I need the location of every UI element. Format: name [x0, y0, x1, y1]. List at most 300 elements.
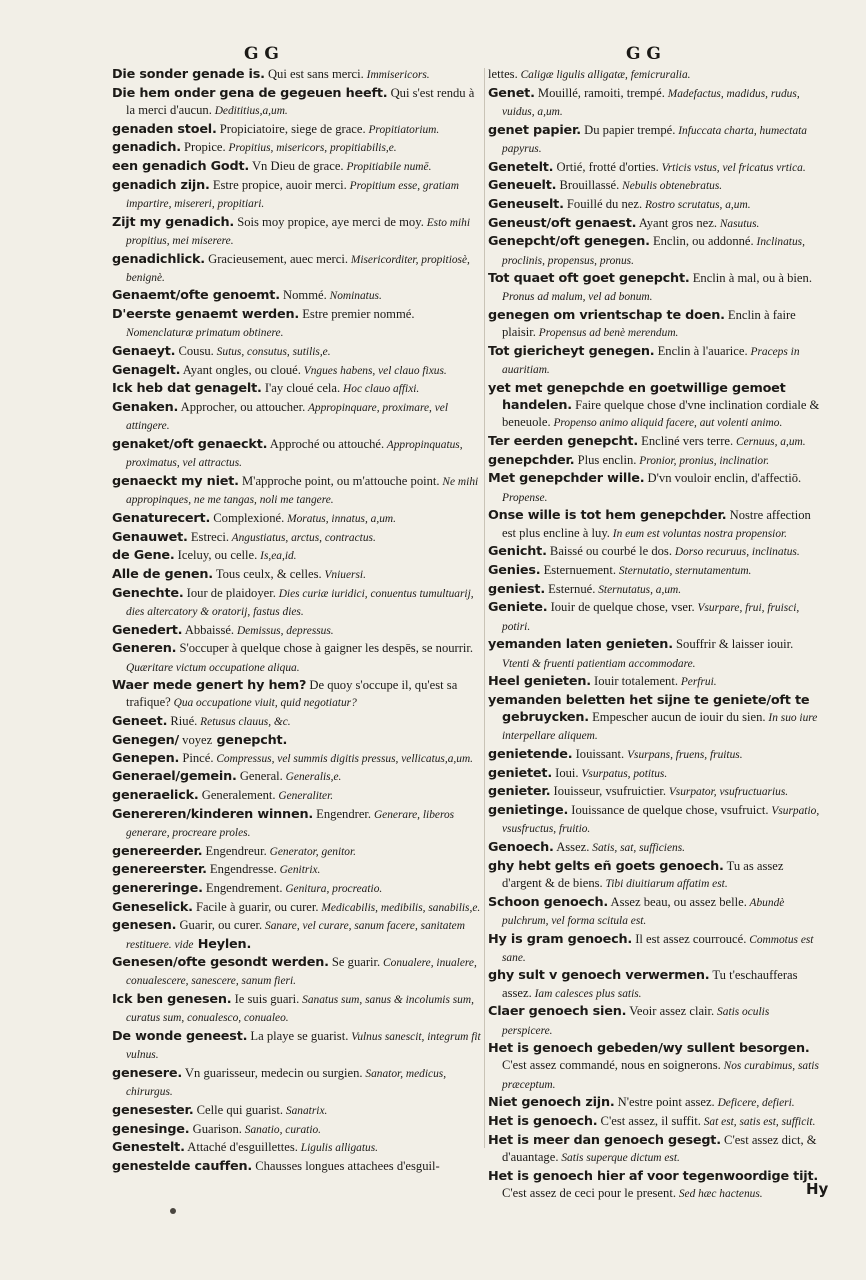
dictionary-entry: [112, 991, 484, 1027]
headword: Tot giericheyt genegen.: [488, 344, 655, 360]
headword: Het is genoech hier af voor tegenwoordige tijt.: [488, 1168, 819, 1184]
latin-gloss: Sat est, satis est, sufficit.: [700, 1116, 816, 1129]
headword: Genetelt.: [488, 159, 554, 175]
french-gloss: Guarir, ou curer.: [176, 918, 263, 933]
latin-gloss: Angustiatus, arctus, contractus.: [228, 531, 376, 544]
headword: Geneuselt.: [488, 196, 564, 212]
latin-gloss: Appropinquare, proximare, vel attingere.: [126, 402, 448, 433]
latin-gloss: Infuccata charta, humectata papyrus.: [502, 124, 807, 155]
latin-gloss: In suo iure interpellare aliquem.: [502, 712, 818, 743]
headword: genaeckt my niet.: [112, 473, 239, 489]
french-gloss: Tous ceulx, & celles.: [212, 566, 322, 581]
french-gloss: Estreci.: [187, 529, 229, 544]
dictionary-entry: [112, 1065, 484, 1101]
headword: genesere.: [112, 1065, 182, 1081]
headword: genadich zijn.: [112, 177, 210, 193]
latin-gloss: Appropinquatus, proximatus, vel attractus.: [126, 439, 463, 470]
dictionary-entry: [488, 433, 820, 451]
left-column: [112, 66, 484, 1176]
dictionary-entry: [112, 585, 484, 621]
headword: genesen.: [112, 918, 177, 934]
latin-gloss: Propense.: [502, 491, 548, 504]
latin-gloss: Dedititius,a,um.: [211, 104, 288, 117]
latin-gloss: Madefactus, madidus, rudus, vuidus, a,um.: [502, 87, 800, 118]
right-column: [488, 66, 820, 1204]
headword: geniest.: [488, 581, 546, 597]
latin-gloss: Vngues habens, vel clauo fixus.: [300, 364, 447, 377]
headword: Geneet.: [112, 714, 168, 730]
dictionary-entry: [488, 783, 820, 801]
dictionary-entry: [112, 436, 484, 472]
latin-gloss: Generalis,e.: [282, 771, 342, 784]
french-gloss: Iouissance de quelque chose, vsufruict.: [568, 803, 769, 818]
latin-gloss: Demissus, depressus.: [234, 624, 334, 637]
headword: Heel genieten.: [488, 674, 591, 690]
headword: Ick heb dat genagelt.: [112, 381, 262, 397]
headword: Waer mede genert hy hem?: [112, 678, 307, 694]
french-gloss: De quoy s'occupe il, qu'est sa trafique?: [126, 678, 458, 710]
headword: Ick ben genesen.: [112, 992, 232, 1008]
dictionary-entry: [112, 251, 484, 287]
french-gloss: Guarison.: [189, 1121, 242, 1136]
dictionary-entry: [488, 967, 820, 1002]
headword: genadich.: [112, 140, 181, 156]
dictionary-entry: [112, 917, 484, 953]
header-left-letters: G G: [244, 44, 279, 64]
headword: Geniete.: [488, 600, 548, 616]
french-gloss: Engendreur.: [202, 843, 267, 858]
headword: genereringe.: [112, 880, 203, 896]
french-gloss: Riué.: [167, 714, 198, 729]
latin-gloss: Pronior, pronius, inclinatior.: [636, 454, 770, 467]
french-gloss: voyez: [179, 732, 213, 747]
french-gloss: C'est assez, il suffit.: [597, 1114, 701, 1129]
dictionary-entry: [112, 66, 484, 84]
latin-gloss: Inclinatus, proclinis, propensus, pronus.: [502, 236, 805, 267]
latin-gloss: Sternutatio, sternutamentum.: [615, 564, 752, 577]
dictionary-entry: [112, 362, 484, 380]
latin-gloss: Nos curabimus, satis præceptum.: [502, 1060, 819, 1091]
french-gloss: Sois moy propice, aye merci de moy.: [234, 214, 424, 229]
latin-gloss: Quæritare victum occupatione aliqua.: [126, 661, 300, 674]
latin-gloss: Is,ea,id.: [257, 550, 297, 563]
dictionary-entry: [112, 954, 484, 990]
latin-gloss: Perfrui.: [678, 676, 717, 689]
dictionary-entry: [112, 787, 484, 805]
dictionary-entry: [488, 1113, 820, 1131]
latin-gloss: Misericorditer, propitiosè, benignè.: [126, 253, 470, 284]
headword: Met genepchder wille.: [488, 471, 645, 487]
dictionary-entry: [488, 562, 820, 580]
dictionary-entry: [488, 543, 820, 561]
dictionary-entry: [112, 399, 484, 435]
latin-gloss: Praceps in auaritiam.: [502, 346, 800, 377]
dictionary-entry: [112, 677, 484, 712]
latin-gloss: Conualere, inualere, conualescere, sanescere, sanum fieri.: [126, 957, 477, 988]
latin-gloss: Propitiabile numē.: [343, 161, 432, 174]
french-gloss: Nommé.: [279, 288, 327, 303]
french-gloss: Vn Dieu de grace.: [249, 159, 344, 174]
latin-gloss: Nasutus.: [716, 217, 760, 230]
french-gloss: Enclin à mal, ou à bien.: [689, 271, 812, 286]
headword: genet papier.: [488, 122, 581, 138]
dictionary-entry: [488, 1094, 820, 1112]
dictionary-entry: [488, 765, 820, 783]
cross-reference: genepcht.: [212, 732, 288, 748]
latin-gloss: Pronus ad malum, vel ad bonum.: [502, 291, 653, 304]
headword: genietende.: [488, 747, 573, 763]
french-gloss: Fouillé du nez.: [563, 196, 643, 211]
french-gloss: General.: [236, 769, 283, 784]
latin-gloss: Nominatus.: [326, 290, 382, 303]
dictionary-entry: [112, 177, 484, 213]
dictionary-entry: [112, 1121, 484, 1139]
headword: Genepcht/oft genegen.: [488, 234, 650, 250]
headword: een genadich Godt.: [112, 159, 250, 175]
headword: Schoon genoech.: [488, 894, 609, 910]
dictionary-entry: [488, 66, 820, 84]
dictionary-entry: [488, 1003, 820, 1039]
french-gloss: Encliné vers terre.: [638, 434, 734, 449]
latin-gloss: Deficere, defieri.: [714, 1097, 795, 1110]
dictionary-entry: [112, 380, 484, 398]
catchword: Hy: [806, 1180, 829, 1198]
latin-gloss: In eum est voluntas nostra propensior.: [609, 527, 788, 540]
french-gloss: Tu t'eschaufferas assez.: [502, 968, 798, 1000]
latin-gloss: Vsurpatio, vsusfructus, fruitio.: [502, 805, 820, 836]
headword: Alle de genen.: [112, 566, 213, 582]
headword: Het is genoech gebeden/wy sullent besorgen.: [488, 1041, 810, 1057]
latin-gloss: Generator, genitor.: [266, 845, 356, 858]
french-gloss: Assez.: [553, 840, 590, 855]
headword: Zijt my genadich.: [112, 214, 235, 230]
headword: genaket/oft genaeckt.: [112, 437, 268, 453]
headword: Genegen/: [112, 732, 179, 748]
french-gloss: Esternué.: [545, 581, 596, 596]
dictionary-entry: [488, 858, 820, 893]
latin-gloss: Nomenclaturæ primatum obtinere.: [126, 327, 284, 340]
dictionary-entry: [488, 1168, 820, 1203]
headword: genepchder.: [488, 452, 575, 468]
dictionary-entry: [112, 622, 484, 640]
headword: Genicht.: [488, 544, 547, 560]
headword: Het is meer dan genoech gesegt.: [488, 1132, 721, 1148]
dictionary-entry: [112, 529, 484, 547]
french-gloss: Baissé ou courbé le dos.: [546, 544, 672, 559]
dictionary-entry: [488, 894, 820, 930]
french-gloss: Assez beau, ou assez belle.: [608, 894, 747, 909]
latin-gloss: Vtenti & fruenti patientiam accommodare.: [502, 657, 696, 670]
dictionary-entry: [112, 732, 484, 749]
dictionary-entry: [112, 85, 484, 120]
dictionary-entry: [112, 343, 484, 361]
headword: Genaemt/ofte genoemt.: [112, 288, 280, 304]
french-gloss: Celle qui guarist.: [193, 1102, 284, 1117]
latin-gloss: Sanare, vel curare, sanum facere, sanitatem restituere. vide: [126, 920, 465, 951]
latin-gloss: Propenso animo aliquid facere, aut volenti animo.: [550, 417, 783, 430]
latin-gloss: Nebulis obtenebratus.: [619, 180, 723, 193]
dictionary-entry: [488, 931, 820, 967]
headword: genestelde cauffen.: [112, 1158, 253, 1174]
french-gloss: Enclin, ou addonné.: [649, 234, 754, 249]
latin-gloss: Compressus, vel summis digitis pressus, vellicatus,a,um.: [213, 752, 474, 765]
french-gloss: M'approche point, ou m'attouche point.: [238, 473, 440, 488]
dictionary-entry: [112, 1028, 484, 1064]
headword: genaden stoel.: [112, 121, 217, 137]
ink-spot: [170, 1208, 176, 1214]
headword: genieter.: [488, 784, 551, 800]
french-gloss: Nostre affection est plus encline à luy.: [502, 508, 811, 540]
french-gloss: Veoir assez clair.: [626, 1004, 715, 1019]
dictionary-entry: [488, 380, 820, 433]
dictionary-entry: [112, 1158, 484, 1175]
french-gloss: Il est assez courroucé.: [632, 931, 747, 946]
headword: Die sonder genade is.: [112, 67, 265, 82]
french-gloss: C'est assez dict, & d'auantage.: [502, 1132, 817, 1164]
french-gloss: Estre propice, auoir merci.: [209, 177, 347, 192]
headword: Geneselick.: [112, 899, 193, 915]
dictionary-entry: [488, 746, 820, 764]
headword: Niet genoech zijn.: [488, 1095, 615, 1111]
dictionary-entry: [488, 270, 820, 306]
dictionary-entry: [488, 85, 820, 121]
latin-gloss: Vsurpatus, potitus.: [578, 767, 668, 780]
french-gloss: Approché ou attouché.: [267, 437, 385, 452]
headword: D'eerste genaemt werden.: [112, 307, 300, 323]
latin-gloss: Sanator, medicus, chirurgus.: [126, 1067, 447, 1099]
latin-gloss: Cernuus, a,um.: [733, 436, 806, 449]
dictionary-entry: [112, 306, 484, 342]
latin-gloss: Satis superque dictum est.: [558, 1151, 680, 1164]
latin-gloss: Tibi diuitiarum affatim est.: [602, 877, 728, 890]
french-gloss: Ioui.: [552, 765, 579, 780]
latin-gloss: Generare, liberos generare, procreare proles.: [126, 808, 455, 839]
latin-gloss: Dies curiæ iuridici, conuentus tumultuarij, dies altercatory & oratorij, fastus dies.: [126, 587, 474, 618]
headword: Onse wille is tot hem genepchder.: [488, 508, 727, 524]
dictionary-entry: [488, 1132, 820, 1167]
headword: yet met genepchde en goetwillige gemoet handelen.: [488, 380, 786, 414]
french-gloss: lettes.: [488, 67, 518, 81]
dictionary-entry: [488, 692, 820, 746]
french-gloss: Estre premier nommé.: [299, 307, 415, 322]
french-gloss: Iouir totalement.: [590, 674, 678, 689]
french-gloss: Ie suis guari.: [231, 992, 300, 1007]
french-gloss: Pincé.: [179, 750, 214, 765]
headword: Genies.: [488, 562, 541, 578]
headword: genesester.: [112, 1102, 194, 1118]
french-gloss: Gracieusement, auec merci.: [204, 251, 348, 266]
latin-gloss: Propitiatorium.: [365, 123, 440, 136]
headword: Genauwet.: [112, 529, 188, 545]
dictionary-entry: [112, 566, 484, 584]
dictionary-entry: [488, 159, 820, 177]
headword: Claer genoech sien.: [488, 1004, 627, 1020]
headword: Genereren/kinderen winnen.: [112, 806, 314, 822]
dictionary-entry: [112, 1102, 484, 1120]
dictionary-entry: [488, 1040, 820, 1094]
headword: Genestelt.: [112, 1140, 185, 1156]
french-gloss: Ayant gros nez.: [636, 215, 717, 230]
latin-gloss: Vsurpans, fruens, fruitus.: [624, 749, 743, 762]
headword: Genaken.: [112, 400, 179, 416]
french-gloss: C'est assez commandé, nous en soignerons.: [502, 1058, 721, 1073]
dictionary-entry: [112, 899, 484, 917]
headword: de Gene.: [112, 548, 175, 564]
dictionary-entry: [488, 196, 820, 214]
french-gloss: Iouisseur, vsufruictier.: [550, 784, 666, 799]
headword: Genedert.: [112, 622, 183, 638]
french-gloss: Cousu.: [175, 344, 214, 359]
dictionary-entry: [488, 177, 820, 195]
dictionary-entry: [112, 214, 484, 250]
dictionary-entry: [112, 473, 484, 509]
french-gloss: N'estre point assez.: [614, 1095, 715, 1110]
latin-gloss: Immisericors.: [363, 69, 430, 81]
latin-gloss: Esto mihi propitius, mei miserere.: [126, 216, 471, 247]
dictionary-entry: [488, 636, 820, 672]
headword: yemanden laten genieten.: [488, 637, 673, 653]
headword: Ter eerden genepcht.: [488, 434, 639, 450]
dictionary-entry: [112, 713, 484, 731]
latin-gloss: Satis, sat, sufficiens.: [589, 842, 685, 855]
latin-gloss: Qua occupatione viuit, quid negotiatur?: [170, 697, 357, 710]
dictionary-entry: [112, 121, 484, 139]
headword: Die hem onder gena de gegeuen heeft.: [112, 85, 388, 101]
french-gloss: Iouir de quelque chose, vser.: [547, 600, 695, 615]
headword: Generen.: [112, 641, 177, 657]
french-gloss: Ortié, frotté d'orties.: [553, 159, 659, 174]
french-gloss: Esternuement.: [540, 562, 616, 577]
latin-gloss: Medicabilis, medibilis, sanabilis,e.: [318, 901, 481, 914]
latin-gloss: Retusus clauus, &c.: [197, 716, 291, 729]
headword: genereerster.: [112, 862, 207, 878]
dictionary-entry: [488, 343, 820, 379]
latin-gloss: Genitrix.: [276, 864, 321, 877]
dictionary-entry: [488, 452, 820, 470]
latin-gloss: Rostro scrutatus, a,um.: [642, 198, 751, 211]
latin-gloss: Ne mihi appropinques, ne me tangas, noli me tangere.: [126, 475, 479, 507]
dictionary-entry: [488, 581, 820, 599]
french-gloss: Empescher aucun de iouir du sien.: [588, 710, 766, 725]
french-gloss: Abbaissé.: [182, 622, 235, 637]
french-gloss: S'occuper à quelque chose à gaigner les despēs, se nourrir.: [176, 641, 474, 656]
latin-gloss: Propitius, misericors, propitiabilis,e.: [225, 142, 397, 155]
dictionary-entry: [488, 507, 820, 542]
dictionary-entry: [488, 673, 820, 691]
headword: Geneust/oft genaest.: [488, 215, 637, 231]
french-gloss: Souffrir & laisser iouir.: [672, 637, 794, 652]
dictionary-entry: [112, 880, 484, 898]
headword: genietinge.: [488, 803, 569, 819]
dictionary-entry: [112, 547, 484, 565]
latin-gloss: Sanatrix.: [283, 1104, 328, 1117]
french-gloss: Engendresse.: [206, 862, 277, 877]
dictionary-entry: [112, 861, 484, 879]
dictionary-entry: [488, 307, 820, 342]
latin-gloss: Propitium esse, gratiam impartire, misereri, propitiari.: [126, 179, 459, 210]
french-gloss: I'ay cloué cela.: [261, 381, 341, 396]
latin-gloss: Caligæ ligulis alligatæ, femicruralia.: [517, 69, 691, 81]
latin-gloss: Vniuersi.: [321, 568, 366, 581]
headword: Genechte.: [112, 585, 184, 601]
latin-gloss: Sanatus sum, sanus & incolumis sum, curatus sum, conualesco, conualeo.: [126, 994, 474, 1025]
french-gloss: Complexioné.: [210, 510, 285, 525]
headword: Genepen.: [112, 750, 180, 766]
french-gloss: Enclin à faire plaisir.: [502, 308, 796, 340]
latin-gloss: Vrticis vstus, vel fricatus vrtica.: [658, 161, 806, 174]
headword: yemanden beletten het sijne te geniete/oft te gebruycken.: [488, 692, 810, 726]
french-gloss: Attaché d'esguillettes.: [184, 1140, 298, 1155]
dictionary-entry: [488, 122, 820, 158]
dictionary-entry: [112, 750, 484, 768]
headword: Geneuelt.: [488, 178, 557, 194]
latin-gloss: Genitura, procreatio.: [282, 882, 383, 895]
dictionary-entry: [488, 599, 820, 635]
headword: genadichlick.: [112, 251, 205, 267]
french-gloss: Faire quelque chose d'vne inclination cordiale & beneuole.: [502, 398, 820, 430]
dictionary-entry: [488, 233, 820, 269]
french-gloss: Qui est sans merci.: [264, 67, 364, 81]
latin-gloss: Generaliter.: [275, 789, 334, 802]
dictionary-entry: [112, 510, 484, 528]
headword: genegen om vrientschap te doen.: [488, 308, 725, 324]
dictionary-entry: [112, 640, 484, 676]
latin-gloss: Abundè pulchrum, vel forma scitula est.: [502, 896, 785, 927]
french-gloss: Ayant ongles, ou cloué.: [180, 362, 301, 377]
latin-gloss: Ligulis alligatus.: [297, 1142, 378, 1155]
french-gloss: Propice.: [180, 140, 226, 155]
dictionary-entry: [112, 139, 484, 157]
cross-reference: Heylen.: [193, 936, 252, 952]
latin-gloss: Hoc clauo affixi.: [340, 383, 420, 396]
french-gloss: C'est assez de ceci pour le present.: [502, 1185, 676, 1200]
header-right-letters: G G: [626, 44, 661, 64]
french-gloss: Iceluy, ou celle.: [174, 548, 258, 563]
dictionary-entry: [112, 843, 484, 861]
french-gloss: Enclin à l'auarice.: [654, 344, 748, 359]
headword: genietet.: [488, 765, 552, 781]
dictionary-entry: [112, 806, 484, 842]
latin-gloss: Commotus est sane.: [502, 933, 814, 964]
french-gloss: Vn guarisseur, medecin ou surgien.: [181, 1065, 363, 1080]
latin-gloss: Iam calesces plus satis.: [531, 987, 642, 1000]
dictionary-entry: [488, 802, 820, 838]
french-gloss: Propiciatoire, siege de grace.: [216, 121, 366, 136]
french-gloss: Iouissant.: [572, 747, 625, 762]
french-gloss: Iour de plaidoyer.: [183, 585, 276, 600]
french-gloss: Facile à guarir, ou curer.: [192, 899, 319, 914]
french-gloss: D'vn vouloir enclin, d'affectiō.: [644, 471, 802, 486]
latin-gloss: Propensus ad benè merendum.: [535, 327, 679, 340]
french-gloss: Se guarir.: [328, 955, 381, 970]
latin-gloss: Sutus, consutus, sutilis,e.: [213, 346, 331, 359]
french-gloss: Brouillassé.: [556, 178, 620, 193]
latin-gloss: Moratus, innatus, a,um.: [284, 512, 396, 525]
dictionary-entry: [488, 470, 820, 506]
latin-gloss: Vsurpator, vsufructuarius.: [665, 786, 789, 799]
dictionary-entry: [112, 158, 484, 176]
dictionary-entry: [112, 1139, 484, 1157]
headword: ghy hebt gelts eñ goets genoech.: [488, 858, 724, 874]
french-gloss: Engendrement.: [202, 880, 283, 895]
dictionary-entry: [488, 839, 820, 857]
headword: Genagelt.: [112, 362, 181, 378]
latin-gloss: Sanatio, curatio.: [241, 1123, 322, 1136]
latin-gloss: Sed hæc hactenus.: [675, 1187, 763, 1200]
headword: Genoech.: [488, 840, 554, 856]
headword: Genet.: [488, 85, 535, 101]
latin-gloss: Dorso recuruus, inclinatus.: [671, 546, 800, 559]
